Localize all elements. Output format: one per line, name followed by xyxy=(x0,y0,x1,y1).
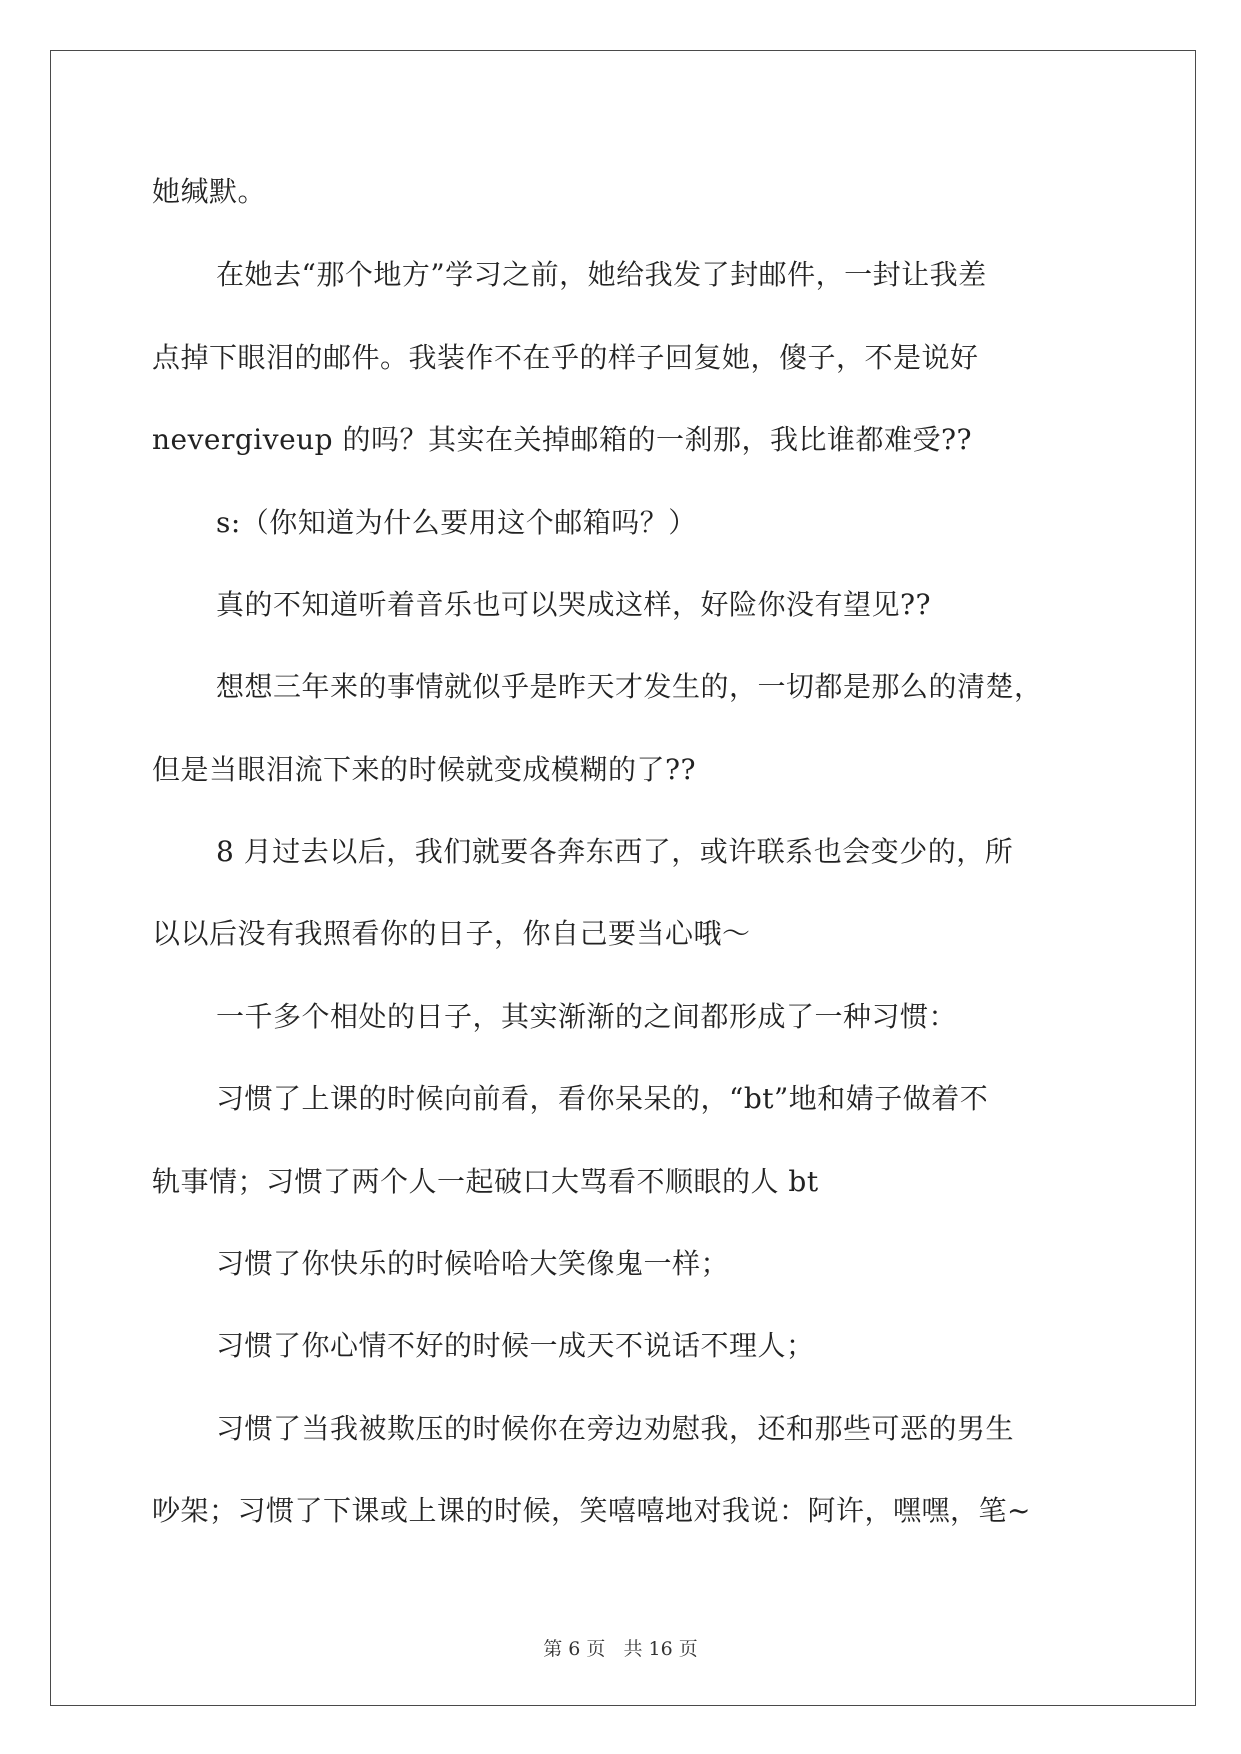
page-number-current: 第 6 页 xyxy=(543,1638,606,1660)
page-footer xyxy=(0,1637,1241,1661)
page-border xyxy=(50,50,1196,1706)
paragraph-start: 习惯了你快乐的时候哈哈大笑像鬼一样； xyxy=(216,1247,730,1280)
text-line: 但是当眼泪流下来的时候就变成模糊的了?? xyxy=(152,753,697,786)
text-line: 她缄默。 xyxy=(152,175,267,208)
text-line: nevergiveup 的吗？其实在关掉邮箱的一刹那，我比谁都难受?? xyxy=(152,423,973,456)
paragraph-start: 习惯了你心情不好的时候一成天不说话不理人； xyxy=(216,1329,815,1362)
paragraph-start: 习惯了上课的时候向前看，看你呆呆的，“bt”地和婧子做着不 xyxy=(216,1082,989,1115)
paragraph-start: 想想三年来的事情就似乎是昨天才发生的，一切都是那么的清楚， xyxy=(216,670,1043,703)
paragraph-start: 习惯了当我被欺压的时候你在旁边劝慰我，还和那些可恶的男生 xyxy=(216,1412,1015,1445)
page-number-total: 共 16 页 xyxy=(623,1638,698,1660)
text-line: 以以后没有我照看你的日子，你自己要当心哦～ xyxy=(152,917,751,950)
text-line: 吵架；习惯了下课或上课的时候，笑嘻嘻地对我说：阿许，嘿嘿，笔~ xyxy=(152,1494,1031,1527)
paragraph-start: 在她去“那个地方”学习之前，她给我发了封邮件，一封让我差 xyxy=(216,258,987,291)
paragraph-start: 一千多个相处的日子，其实渐渐的之间都形成了一种习惯： xyxy=(216,1000,958,1033)
paragraph-start: 真的不知道听着音乐也可以哭成这样，好险你没有望见?? xyxy=(216,588,932,621)
paragraph-start: 8 月过去以后，我们就要各奔东西了，或许联系也会变少的，所 xyxy=(216,835,1014,868)
text-line: 点掉下眼泪的邮件。我装作不在乎的样子回复她，傻子，不是说好 xyxy=(152,341,979,374)
paragraph-start: s:（你知道为什么要用这个邮箱吗？） xyxy=(216,506,697,539)
text-line: 轨事情；习惯了两个人一起破口大骂看不顺眼的人 bt xyxy=(152,1165,819,1198)
